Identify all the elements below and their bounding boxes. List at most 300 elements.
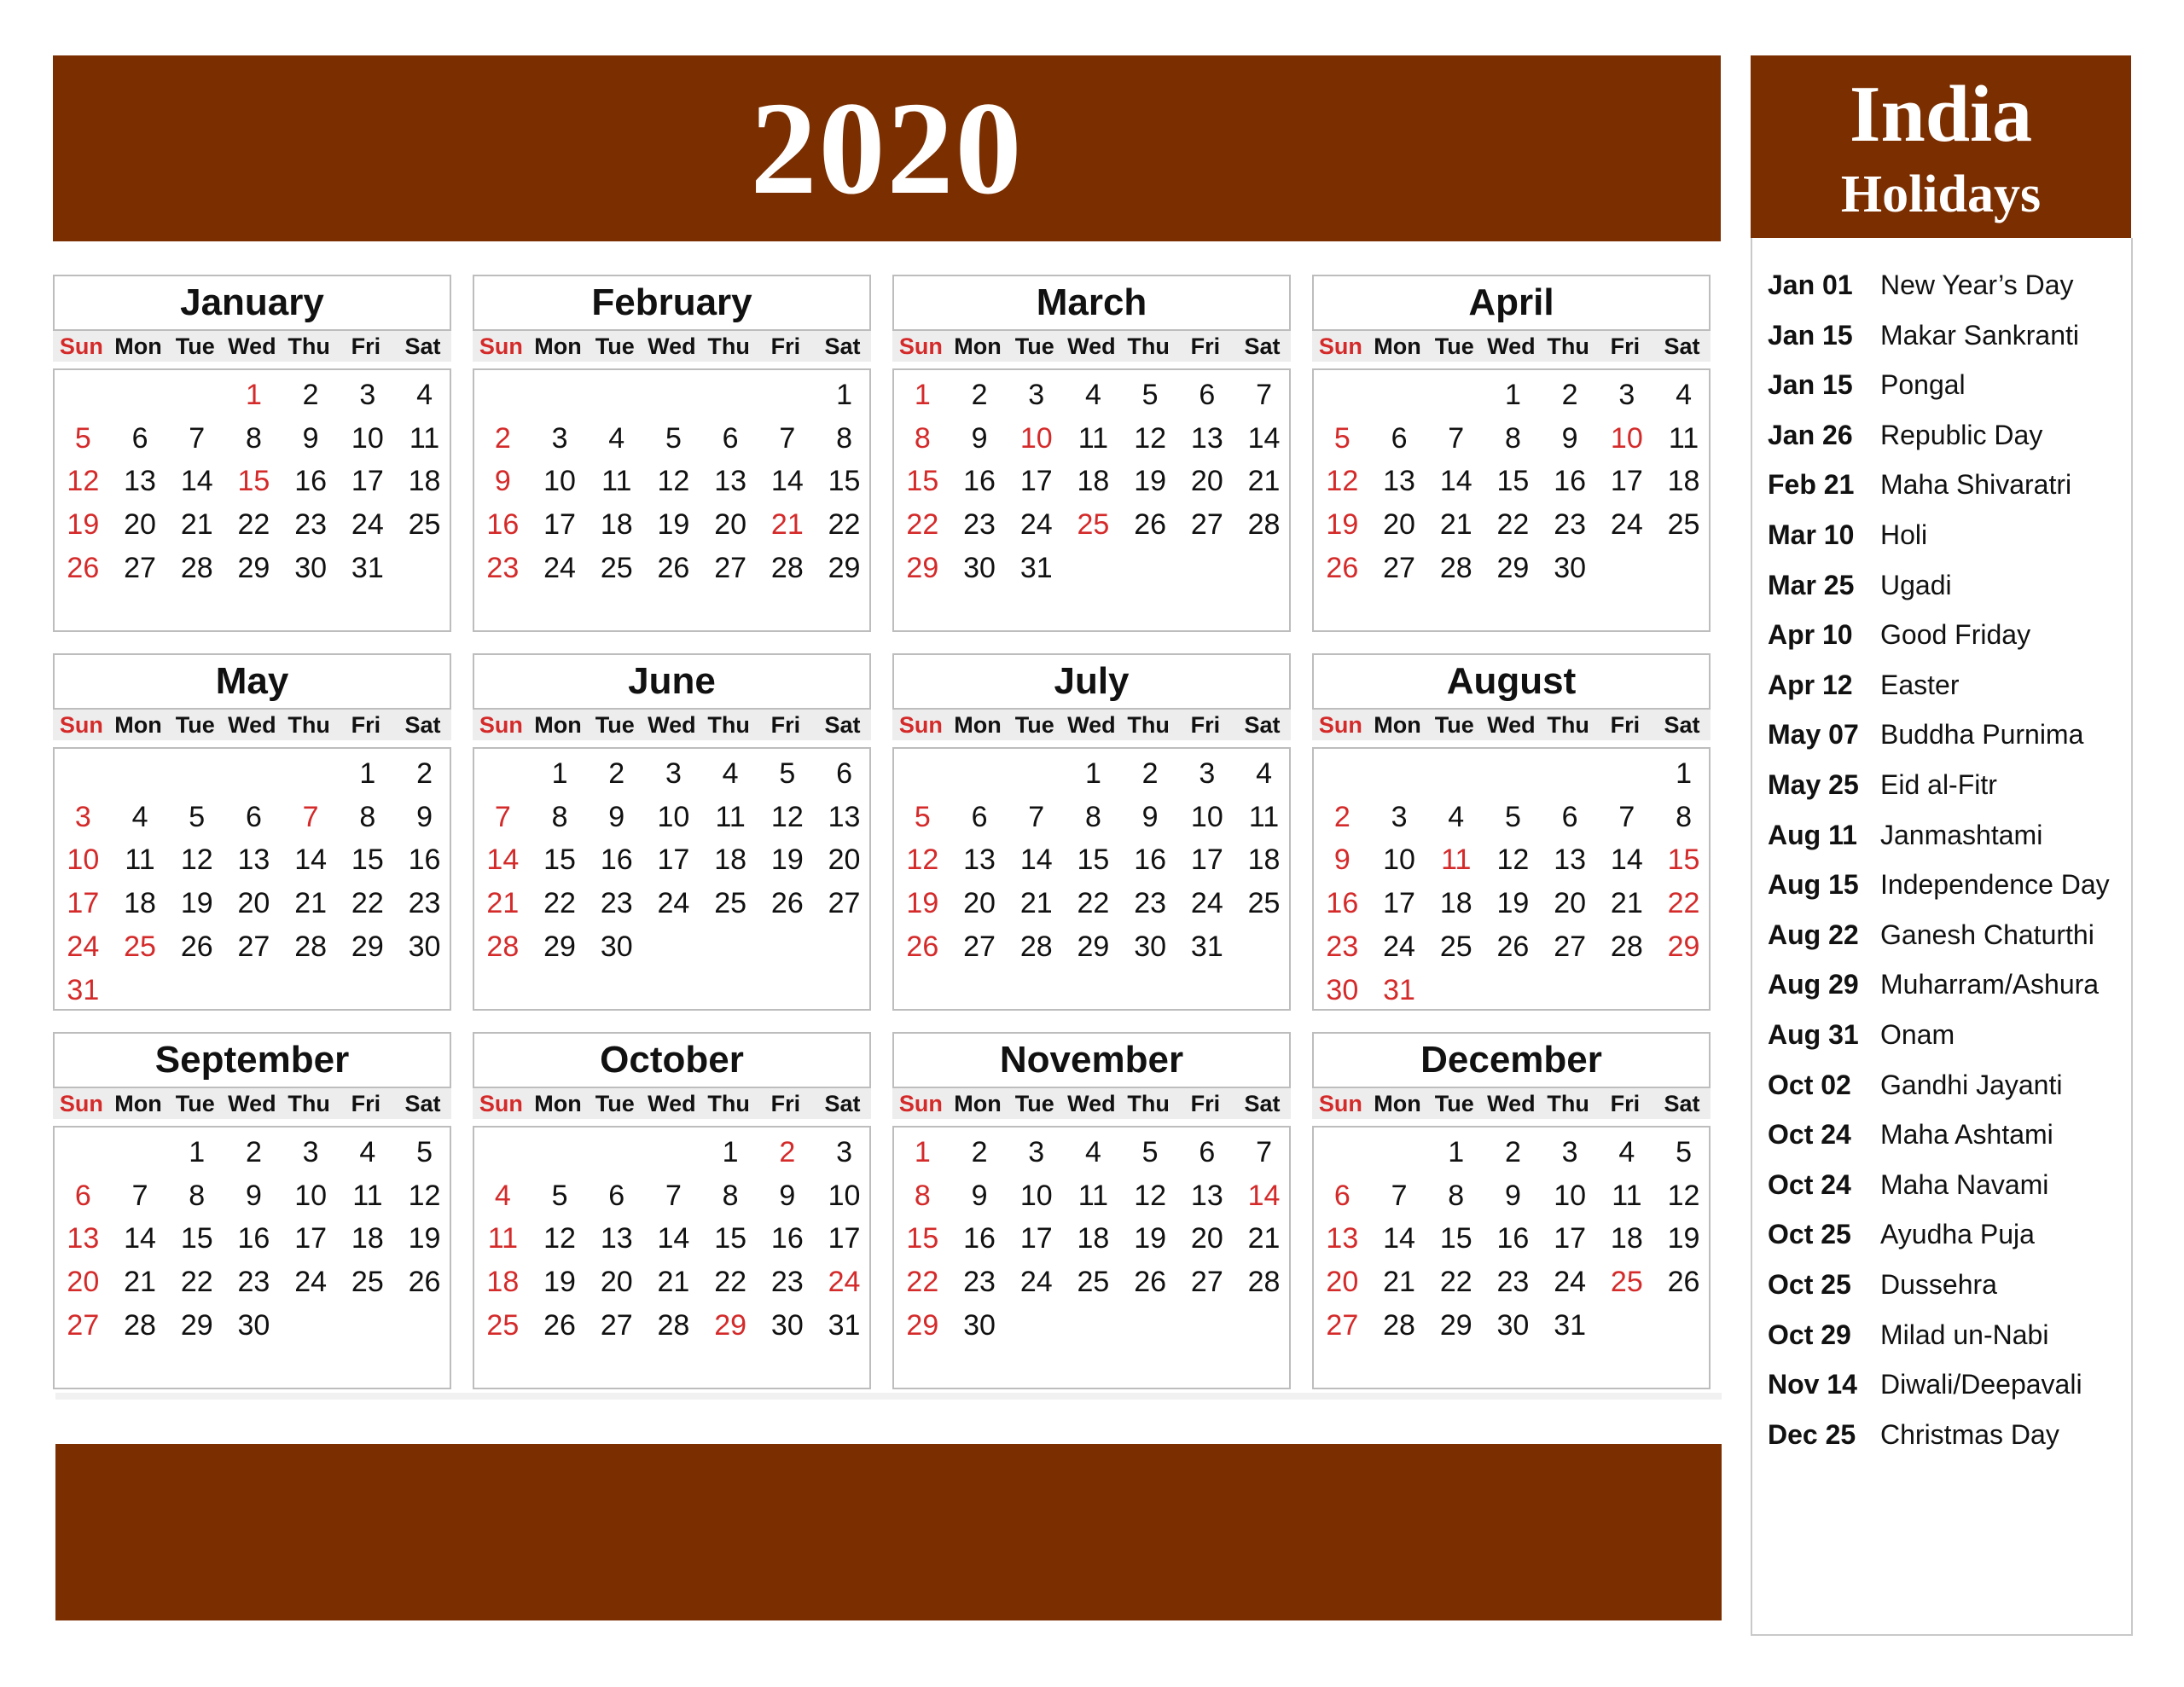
day-cell: 23	[963, 508, 996, 542]
day-cell: 23	[1134, 887, 1167, 920]
day-cell: 18	[408, 465, 441, 498]
day-cell: 5	[1676, 1136, 1692, 1168]
day-cell: 15	[906, 1222, 939, 1255]
day-cell: 12	[1326, 465, 1359, 498]
day-cell: 17	[1383, 887, 1415, 920]
day-cell: 16	[963, 1222, 996, 1255]
day-cell: 14	[1383, 1222, 1415, 1255]
holiday-date: Oct 29	[1768, 1319, 1851, 1350]
day-cell: 20	[124, 508, 156, 542]
day-cell: 25	[600, 551, 633, 584]
day-cell: 19	[770, 844, 804, 877]
days-grid	[473, 368, 871, 632]
day-cell: 5	[416, 1136, 433, 1168]
holiday-item	[1768, 314, 2126, 357]
weekday-header-row	[1312, 1088, 1711, 1119]
month-may	[53, 653, 451, 1009]
day-cell: 11	[1668, 421, 1699, 455]
days-grid	[473, 747, 871, 1011]
day-cell: 1	[551, 757, 568, 790]
day-cell: 24	[1190, 887, 1223, 920]
day-cell: 14	[770, 465, 804, 498]
day-cell: 8	[914, 421, 931, 455]
weekday-label: Sun	[59, 333, 103, 359]
weekday-label: Fri	[770, 333, 801, 359]
day-cell: 17	[351, 465, 384, 498]
day-cell: 15	[237, 465, 270, 498]
day-cell: 22	[1667, 887, 1700, 920]
day-cell: 26	[408, 1266, 441, 1299]
holiday-item	[1768, 763, 2126, 806]
day-cell: 15	[1667, 844, 1700, 877]
weekday-label: Thu	[1547, 712, 1589, 738]
holiday-name: Eid al-Fitr	[1880, 769, 1997, 800]
weekday-label: Sun	[1318, 333, 1362, 359]
day-cell: 24	[1019, 1266, 1053, 1299]
day-cell: 20	[1190, 1222, 1223, 1255]
day-cell: 19	[1134, 1222, 1167, 1255]
weekday-label: Wed	[1067, 712, 1116, 738]
weekday-label: Tue	[1434, 333, 1474, 359]
day-cell: 31	[351, 551, 384, 584]
months-grid	[53, 275, 1721, 1396]
holiday-name: Makar Sankranti	[1880, 319, 2079, 351]
month-november	[892, 1032, 1291, 1388]
day-cell: 1	[1448, 1136, 1465, 1168]
day-cell: 8	[1448, 1179, 1465, 1212]
weekday-label: Sat	[404, 333, 441, 359]
day-cell: 21	[1383, 1266, 1415, 1299]
day-cell: 5	[1141, 379, 1159, 411]
holiday-item	[1768, 863, 2126, 906]
holiday-item	[1768, 513, 2126, 556]
day-cell: 11	[1077, 1179, 1109, 1212]
day-cell: 27	[124, 551, 156, 584]
month-title: October	[473, 1032, 871, 1088]
day-cell: 18	[1247, 844, 1281, 877]
day-cell: 30	[963, 551, 996, 584]
day-cell: 17	[1019, 465, 1053, 498]
day-cell: 21	[1439, 508, 1472, 542]
day-cell: 10	[1554, 1179, 1587, 1212]
day-cell: 15	[180, 1222, 213, 1255]
days-grid	[53, 747, 451, 1011]
holidays-title: India	[1849, 70, 2033, 159]
weekday-label: Sat	[404, 1091, 441, 1116]
holiday-date: Jan 01	[1768, 270, 1853, 300]
day-cell: 12	[543, 1222, 576, 1255]
days-grid	[53, 1126, 451, 1389]
day-cell: 2	[1141, 757, 1159, 790]
day-cell: 29	[1667, 930, 1700, 963]
day-cell: 22	[237, 508, 270, 542]
day-cell: 27	[67, 1308, 100, 1342]
weekday-label: Fri	[1610, 1091, 1641, 1116]
day-cell: 6	[1199, 379, 1216, 411]
holidays-subtitle: Holidays	[1840, 165, 2042, 223]
day-cell: 2	[494, 421, 511, 455]
holiday-date: Jan 26	[1768, 419, 1853, 450]
day-cell: 25	[351, 1266, 384, 1299]
weekday-label: Fri	[351, 333, 381, 359]
day-cell: 7	[131, 1179, 148, 1212]
day-cell: 14	[1247, 1179, 1281, 1212]
day-cell: 1	[1676, 757, 1692, 790]
month-june	[473, 653, 871, 1009]
month-title: November	[892, 1032, 1291, 1088]
holiday-date: May 25	[1768, 769, 1859, 800]
holiday-item	[1768, 1013, 2126, 1056]
day-cell: 30	[600, 930, 633, 963]
weekday-label: Wed	[648, 333, 696, 359]
day-cell: 8	[1084, 800, 1101, 833]
day-cell: 6	[1199, 1136, 1216, 1168]
day-cell: 31	[828, 1308, 861, 1342]
day-cell: 12	[906, 844, 939, 877]
holiday-date: May 07	[1768, 719, 1859, 751]
holiday-date: Jan 15	[1768, 319, 1853, 351]
day-cell: 8	[189, 1179, 206, 1212]
day-cell: 11	[1612, 1179, 1642, 1212]
day-cell: 16	[1326, 887, 1359, 920]
weekday-label: Wed	[1067, 1091, 1116, 1116]
day-cell: 14	[1439, 465, 1472, 498]
day-cell: 7	[302, 800, 319, 833]
day-cell: 20	[963, 887, 996, 920]
day-cell: 10	[543, 465, 576, 498]
day-cell: 1	[245, 379, 262, 411]
weekday-label: Sat	[824, 1091, 861, 1116]
day-cell: 6	[1333, 1179, 1350, 1212]
day-cell: 9	[779, 1179, 796, 1212]
day-cell: 2	[245, 1136, 262, 1168]
day-cell: 30	[770, 1308, 804, 1342]
day-cell: 20	[828, 844, 861, 877]
holiday-item	[1768, 363, 2126, 406]
holidays-header	[1751, 55, 2131, 238]
day-cell: 17	[657, 844, 690, 877]
day-cell: 16	[600, 844, 633, 877]
weekday-label: Sun	[479, 712, 523, 738]
holiday-date: Oct 25	[1768, 1269, 1851, 1300]
day-cell: 27	[1190, 1266, 1223, 1299]
month-title: May	[53, 653, 451, 710]
weekday-label: Mon	[534, 1091, 582, 1116]
day-cell: 14	[124, 1222, 156, 1255]
day-cell: 30	[1554, 551, 1587, 584]
day-cell: 21	[180, 508, 213, 542]
day-cell: 29	[906, 1308, 939, 1342]
day-cell: 20	[600, 1266, 633, 1299]
day-cell: 4	[1448, 800, 1465, 833]
day-cell: 13	[1554, 844, 1587, 877]
day-cell: 28	[657, 1308, 690, 1342]
month-march	[892, 275, 1291, 630]
day-cell: 1	[1504, 379, 1521, 411]
day-cell: 26	[543, 1308, 576, 1342]
day-cell: 12	[408, 1179, 441, 1212]
day-cell: 8	[1676, 800, 1692, 833]
weekday-label: Thu	[288, 333, 330, 359]
day-cell: 29	[1077, 930, 1110, 963]
day-cell: 24	[1610, 508, 1643, 542]
holiday-item	[1768, 1113, 2126, 1156]
month-title: April	[1312, 275, 1711, 331]
day-cell: 25	[1077, 1266, 1110, 1299]
day-cell: 2	[1333, 800, 1350, 833]
holiday-name: Independence Day	[1880, 869, 2110, 901]
day-cell: 26	[1496, 930, 1530, 963]
day-cell: 28	[1247, 1266, 1281, 1299]
days-grid	[892, 368, 1291, 632]
weekday-label: Mon	[114, 1091, 162, 1116]
day-cell: 1	[722, 1136, 739, 1168]
day-cell: 22	[828, 508, 861, 542]
day-cell: 12	[770, 800, 804, 833]
weekday-header-row	[473, 1088, 871, 1119]
weekday-header-row	[53, 1088, 451, 1119]
day-cell: 8	[245, 421, 262, 455]
day-cell: 27	[828, 887, 861, 920]
day-cell: 9	[608, 800, 625, 833]
day-cell: 17	[294, 1222, 328, 1255]
month-september	[53, 1032, 451, 1388]
day-cell: 7	[189, 421, 206, 455]
day-cell: 6	[74, 1179, 91, 1212]
day-cell: 28	[770, 551, 804, 584]
day-cell: 17	[1190, 844, 1223, 877]
weekday-label: Sun	[479, 333, 523, 359]
day-cell: 10	[67, 844, 100, 877]
day-cell: 10	[1190, 800, 1223, 833]
day-cell: 17	[828, 1222, 861, 1255]
day-cell: 6	[722, 421, 739, 455]
day-cell: 7	[1448, 421, 1465, 455]
day-cell: 22	[714, 1266, 747, 1299]
weekday-label: Fri	[770, 712, 801, 738]
day-cell: 15	[828, 465, 861, 498]
days-grid	[1312, 368, 1711, 632]
day-cell: 28	[180, 551, 213, 584]
day-cell: 14	[1247, 421, 1281, 455]
weekday-label: Sun	[898, 1091, 943, 1116]
weekday-label: Sat	[1244, 712, 1281, 738]
day-cell: 3	[836, 1136, 852, 1168]
weekday-label: Fri	[1190, 333, 1221, 359]
day-cell: 22	[906, 508, 939, 542]
weekday-label: Wed	[648, 712, 696, 738]
holiday-name: Janmashtami	[1880, 819, 2043, 850]
weekday-label: Mon	[114, 333, 162, 359]
weekday-header-row	[892, 1088, 1291, 1119]
weekday-label: Mon	[534, 333, 582, 359]
holiday-name: Maha Navami	[1880, 1168, 2049, 1200]
day-cell: 17	[1019, 1222, 1053, 1255]
day-cell: 13	[714, 465, 747, 498]
day-cell: 28	[1610, 930, 1643, 963]
day-cell: 11	[487, 1222, 518, 1255]
day-cell: 27	[714, 551, 747, 584]
day-cell: 9	[971, 1179, 988, 1212]
day-cell: 3	[665, 757, 682, 790]
weekday-header-row	[892, 331, 1291, 362]
weekday-label: Tue	[175, 333, 215, 359]
holiday-name: Holi	[1880, 519, 1928, 550]
day-cell: 5	[665, 421, 682, 455]
day-cell: 1	[1084, 757, 1101, 790]
day-cell: 20	[714, 508, 747, 542]
day-cell: 13	[1326, 1222, 1359, 1255]
day-cell: 12	[67, 465, 100, 498]
day-cell: 6	[131, 421, 148, 455]
day-cell: 23	[770, 1266, 804, 1299]
day-cell: 3	[74, 800, 91, 833]
day-cell: 15	[1439, 1222, 1472, 1255]
day-cell: 7	[1618, 800, 1635, 833]
day-cell: 28	[1439, 551, 1472, 584]
holiday-date: Jan 15	[1768, 369, 1853, 401]
day-cell: 22	[1439, 1266, 1472, 1299]
weekday-label: Sat	[824, 712, 861, 738]
day-cell: 22	[351, 887, 384, 920]
month-august	[1312, 653, 1711, 1009]
holiday-item	[1768, 814, 2126, 856]
month-october	[473, 1032, 871, 1388]
day-cell: 3	[1561, 1136, 1578, 1168]
days-grid	[1312, 1126, 1711, 1389]
day-cell: 9	[494, 465, 511, 498]
day-cell: 13	[67, 1222, 100, 1255]
holiday-name: Republic Day	[1880, 419, 2043, 450]
day-cell: 23	[1554, 508, 1587, 542]
day-cell: 19	[1134, 465, 1167, 498]
weekday-label: Mon	[114, 712, 162, 738]
day-cell: 4	[1676, 379, 1692, 411]
weekday-label: Thu	[1547, 333, 1589, 359]
weekday-label: Fri	[1610, 333, 1641, 359]
holiday-item	[1768, 713, 2126, 756]
holiday-date: Oct 24	[1768, 1168, 1851, 1200]
weekday-label: Thu	[288, 712, 330, 738]
day-cell: 3	[1028, 379, 1045, 411]
day-cell: 7	[1256, 379, 1272, 411]
weekday-label: Sat	[1244, 333, 1281, 359]
holiday-name: Ayudha Puja	[1880, 1219, 2035, 1250]
day-cell: 5	[551, 1179, 568, 1212]
day-cell: 26	[1326, 551, 1359, 584]
holiday-item	[1768, 1263, 2126, 1306]
day-cell: 12	[657, 465, 690, 498]
holiday-date: Nov 14	[1768, 1369, 1857, 1400]
weekday-label: Tue	[175, 1091, 215, 1116]
day-cell: 5	[779, 757, 796, 790]
day-cell: 10	[1610, 421, 1643, 455]
day-cell: 12	[1134, 421, 1167, 455]
weekday-header-row	[1312, 331, 1711, 362]
holiday-item	[1768, 264, 2126, 306]
day-cell: 26	[1667, 1266, 1700, 1299]
day-cell: 14	[294, 844, 328, 877]
day-cell: 21	[1247, 465, 1281, 498]
weekday-label: Sun	[1318, 1091, 1362, 1116]
day-cell: 12	[1496, 844, 1530, 877]
day-cell: 2	[1561, 379, 1578, 411]
day-cell: 6	[971, 800, 988, 833]
day-cell: 6	[1391, 421, 1408, 455]
holiday-name: New Year’s Day	[1880, 270, 2074, 300]
day-cell: 14	[486, 844, 520, 877]
day-cell: 10	[1019, 421, 1053, 455]
day-cell: 23	[1326, 930, 1359, 963]
holiday-name: Ganesh Chaturthi	[1880, 919, 2094, 950]
day-cell: 10	[294, 1179, 328, 1212]
holiday-item	[1768, 913, 2126, 956]
weekday-label: Thu	[1127, 333, 1170, 359]
divider	[55, 1393, 1722, 1400]
month-title: January	[53, 275, 451, 331]
day-cell: 30	[294, 551, 328, 584]
holiday-date: Oct 02	[1768, 1069, 1851, 1100]
weekday-label: Tue	[595, 333, 635, 359]
holiday-date: Apr 10	[1768, 619, 1853, 651]
day-cell: 21	[294, 887, 328, 920]
day-cell: 14	[1019, 844, 1053, 877]
month-title: September	[53, 1032, 451, 1088]
holiday-name: Maha Ashtami	[1880, 1119, 2053, 1151]
day-cell: 9	[1141, 800, 1159, 833]
month-title: March	[892, 275, 1291, 331]
day-cell: 29	[1439, 1308, 1472, 1342]
holiday-item	[1768, 463, 2126, 506]
holiday-name: Maha Shivaratri	[1880, 469, 2072, 501]
weekday-label: Tue	[1014, 1091, 1054, 1116]
day-cell: 2	[971, 1136, 988, 1168]
day-cell: 7	[779, 421, 796, 455]
day-cell: 27	[1383, 551, 1415, 584]
holiday-name: Buddha Purnima	[1880, 719, 2084, 751]
day-cell: 15	[543, 844, 576, 877]
weekday-label: Wed	[1067, 333, 1116, 359]
day-cell: 6	[1561, 800, 1578, 833]
day-cell: 6	[836, 757, 852, 790]
day-cell: 10	[1019, 1179, 1053, 1212]
day-cell: 14	[657, 1222, 690, 1255]
day-cell: 29	[180, 1308, 213, 1342]
month-title: June	[473, 653, 871, 710]
day-cell: 11	[715, 800, 746, 833]
day-cell: 26	[770, 887, 804, 920]
day-cell: 16	[294, 465, 328, 498]
day-cell: 19	[1326, 508, 1359, 542]
day-cell: 24	[543, 551, 576, 584]
weekday-label: Sat	[824, 333, 861, 359]
weekday-label: Mon	[534, 712, 582, 738]
weekday-label: Fri	[351, 712, 381, 738]
day-cell: 15	[1496, 465, 1530, 498]
day-cell: 22	[1077, 887, 1110, 920]
day-cell: 5	[1333, 421, 1350, 455]
weekday-label: Mon	[954, 333, 1002, 359]
day-cell: 23	[486, 551, 520, 584]
day-cell: 5	[1504, 800, 1521, 833]
day-cell: 9	[971, 421, 988, 455]
weekday-label: Thu	[288, 1091, 330, 1116]
day-cell: 15	[714, 1222, 747, 1255]
day-cell: 1	[836, 379, 852, 411]
day-cell: 29	[714, 1308, 747, 1342]
day-cell: 9	[1504, 1179, 1521, 1212]
month-april	[1312, 275, 1711, 630]
